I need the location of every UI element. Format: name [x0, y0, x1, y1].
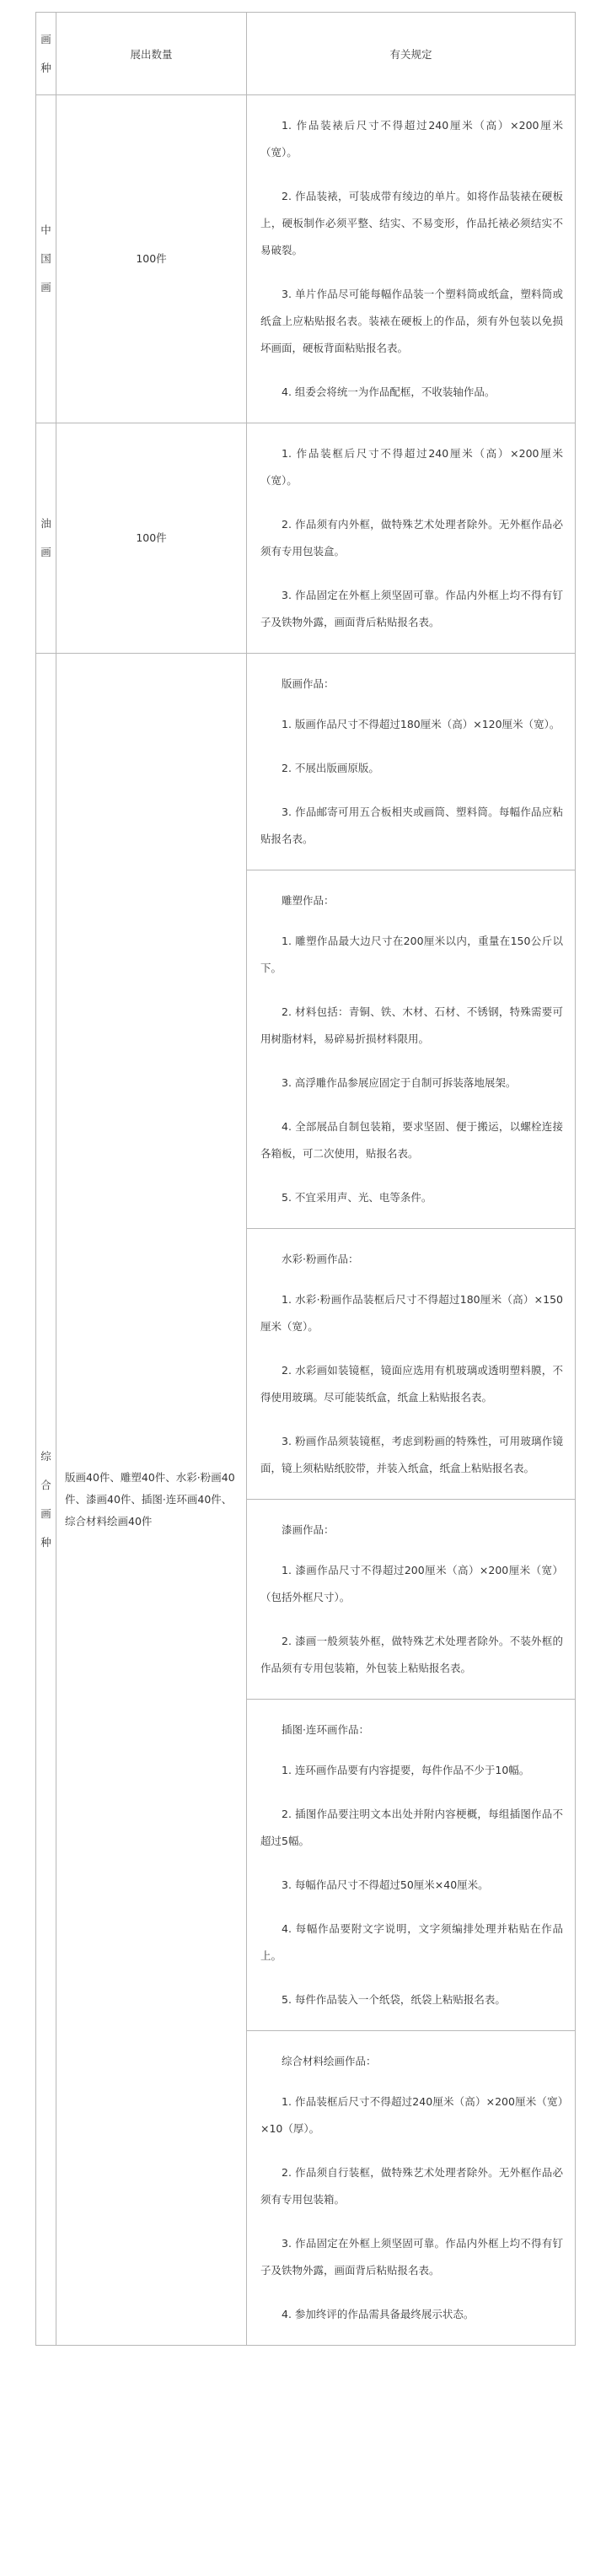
group-title: 水彩·粉画作品： [282, 1253, 359, 1265]
rules-printmaking [247, 654, 576, 870]
rule-item: 2. 漆画一般须装外框，做特殊艺术处理者除外。不装外框的作品须有专用包装箱，外包装上粘贴报名表。 [260, 1635, 563, 1674]
rules-mixed-media [247, 2031, 576, 2346]
rule-item: 2. 作品装裱，可装成带有绫边的单片。如将作品装裱在硬板上，硬板制作必须平整、结实、不易变形，作品托裱必须结实不易破裂。 [260, 190, 563, 256]
rule-item: 1. 连环画作品要有内容提要，每件作品不少于10幅。 [282, 1764, 530, 1776]
rule-item: 3. 高浮雕作品参展应固定于自制可拆装落地展架。 [282, 1076, 517, 1089]
rule-item: 1. 版画作品尺寸不得超过180厘米（高）×120厘米（宽）。 [282, 718, 560, 730]
rule-item: 1. 漆画作品尺寸不得超过200厘米（高）×200厘米（宽）（包括外框尺寸）。 [260, 1564, 563, 1603]
rule-item: 1. 雕塑作品最大边尺寸在200厘米以内，重量在150公斤以下。 [260, 935, 563, 974]
rule-item: 4. 组委会将统一为作品配框，不收装轴作品。 [282, 385, 496, 398]
group-title: 漆画作品： [282, 1523, 335, 1536]
group-title: 综合材料绘画作品： [282, 2055, 377, 2067]
count-composite: 版画40件、雕塑40件、水彩·粉画40件、漆画40件、插图·连环画40件、综合材料绘画40件 [56, 654, 247, 2346]
rule-item: 1. 作品装裱后尺寸不得超过240厘米（高）×200厘米（宽）。 [260, 119, 563, 159]
rules-watercolor [247, 1229, 576, 1500]
rule-item: 2. 作品须自行装框，做特殊艺术处理者除外。无外框作品必须有专用包装箱。 [260, 2166, 563, 2206]
header-category: 画种 [36, 13, 56, 95]
rule-item: 2. 材料包括：青铜、铁、木材、石材、不锈钢，特殊需要可用树脂材料，易碎易折损材料限用。 [260, 1005, 563, 1045]
rules-lacquer [247, 1500, 576, 1700]
rule-item: 3. 粉画作品须装镜框，考虑到粉画的特殊性，可用玻璃作镜面，镜上须粘贴纸胶带，并装入纸盒，纸盒上粘贴报名表。 [260, 1435, 563, 1474]
rule-item: 3. 作品固定在外框上须坚固可靠。作品内外框上均不得有钉子及铁物外露，画面背后粘贴报名表。 [260, 2237, 563, 2277]
rule-item: 5. 不宜采用声、光、电等条件。 [282, 1191, 432, 1204]
rule-item: 4. 参加终评的作品需具备最终展示状态。 [282, 2308, 475, 2320]
rules-chinese-painting [247, 95, 576, 423]
group-title: 雕塑作品： [282, 894, 335, 907]
rules-illustration [247, 1700, 576, 2031]
header-count: 展出数量 [56, 13, 247, 95]
group-title: 插图·连环画作品： [282, 1723, 369, 1736]
table-row-composite-printmaking [36, 654, 576, 870]
category-oil-painting: 油画 [36, 423, 56, 654]
rules-oil-painting [247, 423, 576, 654]
rule-item: 5. 每件作品装入一个纸袋，纸袋上粘贴报名表。 [282, 1993, 506, 2006]
rule-item: 3. 作品邮寄可用五合板相夹或画筒、塑料筒。每幅作品应粘贴报名表。 [260, 806, 563, 845]
rule-item: 4. 每幅作品要附文字说明，文字须编排处理并粘贴在作品上。 [260, 1922, 563, 1962]
rule-item: 1. 作品装框后尺寸不得超过240厘米（高）×200厘米（宽）×10（厚）。 [260, 2095, 563, 2135]
category-chinese-painting: 中国画 [36, 95, 56, 423]
count-chinese-painting: 100件 [56, 95, 247, 423]
rule-item: 1. 作品装框后尺寸不得超过240厘米（高）×200厘米（宽）。 [260, 447, 563, 487]
category-composite: 综合画种 [36, 654, 56, 2346]
rule-item: 2. 插图作品要注明文本出处并附内容梗概，每组插图作品不超过5幅。 [260, 1808, 563, 1847]
rules-sculpture [247, 870, 576, 1229]
rule-item: 2. 不展出版画原版。 [282, 762, 379, 774]
table-row-chinese-painting [36, 95, 576, 423]
count-oil-painting: 100件 [56, 423, 247, 654]
rule-item: 3. 作品固定在外框上须坚固可靠。作品内外框上均不得有钉子及铁物外露，画面背后粘贴报名表。 [260, 589, 563, 628]
rule-item: 3. 每幅作品尺寸不得超过50厘米×40厘米。 [282, 1878, 489, 1891]
rule-item: 4. 全部展品自制包装箱，要求坚固、便于搬运，以螺栓连接各箱板，可二次使用，贴报名表。 [260, 1120, 563, 1160]
rule-item: 1. 水彩·粉画作品装框后尺寸不得超过180厘米（高）×150厘米（宽）。 [260, 1293, 563, 1333]
rule-item: 2. 水彩画如装镜框，镜面应选用有机玻璃或透明塑料膜，不得使用玻璃。尽可能装纸盒，纸盒上粘贴报名表。 [260, 1364, 563, 1404]
exhibition-rules-table [35, 12, 576, 2346]
table-header-row [36, 13, 576, 95]
header-rules: 有关规定 [247, 13, 576, 95]
rule-item: 3. 单片作品尽可能每幅作品装一个塑料筒或纸盒，塑料筒或纸盒上应粘贴报名表。装裱在硬板上的作品，须有外包装以免损坏画面，硬板背面粘贴报名表。 [260, 288, 563, 354]
group-title: 版画作品： [282, 677, 335, 690]
table-row-oil-painting [36, 423, 576, 654]
rule-item: 2. 作品须有内外框，做特殊艺术处理者除外。无外框作品必须有专用包装盒。 [260, 518, 563, 558]
